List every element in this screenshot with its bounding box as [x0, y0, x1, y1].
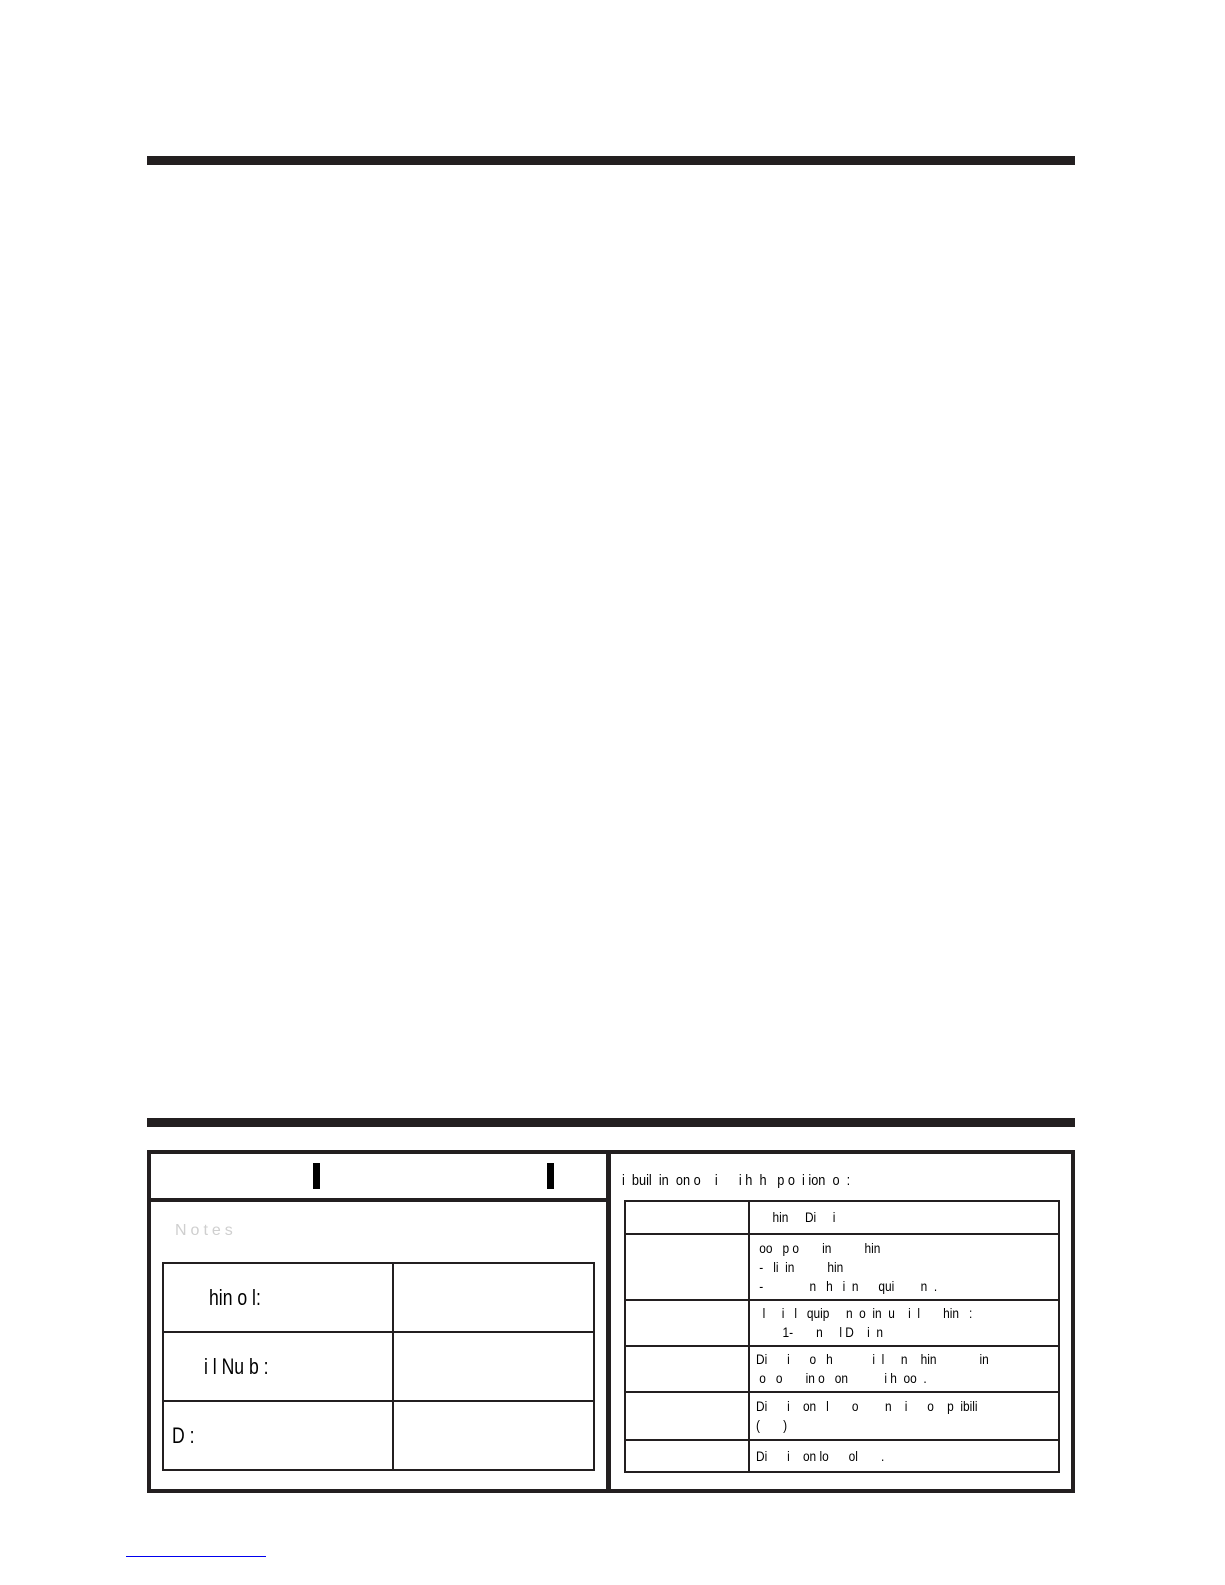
- row-line: ( ): [756, 1417, 788, 1433]
- row-line: oo p o in hin: [756, 1239, 881, 1256]
- row-key: [625, 1392, 749, 1440]
- footer-link-underline[interactable]: [126, 1556, 266, 1557]
- form-row: [163, 1332, 594, 1401]
- row-line: hin Di i: [756, 1209, 836, 1225]
- form-label: hin o l:: [209, 1284, 261, 1310]
- form-row: [163, 1401, 594, 1470]
- form-value-cell[interactable]: [393, 1332, 594, 1401]
- row-line: 1- n l D i n: [756, 1324, 883, 1340]
- form-label-cell: [163, 1332, 393, 1401]
- row-key: [625, 1201, 749, 1234]
- row-key: [625, 1300, 749, 1346]
- record-form-table: [162, 1262, 595, 1471]
- notes-label: Notes: [175, 1222, 237, 1239]
- row-line: Di i o h i l n hin in: [756, 1351, 989, 1367]
- header-mark-left: [313, 1163, 320, 1189]
- table-row: [625, 1201, 1059, 1234]
- row-line: o o in o on i h oo .: [756, 1370, 927, 1386]
- left-panel-header: [151, 1154, 606, 1202]
- row-value: [749, 1346, 1059, 1392]
- form-value-cell[interactable]: [393, 1401, 594, 1470]
- intro-text: i buil in on o i i h h p o i ion o :: [622, 1172, 851, 1189]
- form-label: i l Nu b :: [204, 1353, 269, 1379]
- form-value-cell[interactable]: [393, 1263, 594, 1332]
- table-row: [625, 1300, 1059, 1346]
- row-key: [625, 1234, 749, 1300]
- bottom-rule: [147, 1118, 1075, 1127]
- row-line: Di i on l o n i o p ibili: [756, 1398, 978, 1414]
- form-label-cell: [163, 1401, 393, 1470]
- header-mark-right: [547, 1163, 554, 1189]
- row-value: [749, 1234, 1059, 1300]
- row-line: l i l quip n o in u i l hin :: [756, 1305, 973, 1321]
- form-row: [163, 1263, 594, 1332]
- table-row: [625, 1346, 1059, 1392]
- row-line: - n h i n qui n .: [756, 1277, 938, 1294]
- table-row: [625, 1392, 1059, 1440]
- row-key: [625, 1346, 749, 1392]
- row-line: - li in hin: [756, 1258, 844, 1275]
- row-value: [749, 1392, 1059, 1440]
- table-row: [625, 1234, 1059, 1300]
- row-value: [749, 1201, 1059, 1234]
- table-row: [625, 1440, 1059, 1472]
- row-value: [749, 1440, 1059, 1472]
- panel-divider: [606, 1150, 611, 1493]
- top-rule: [147, 156, 1075, 165]
- form-label-cell: [163, 1263, 393, 1332]
- form-label: D :: [172, 1422, 195, 1448]
- row-value: [749, 1300, 1059, 1346]
- row-line: Di i on lo ol .: [756, 1447, 885, 1464]
- guide-table: [624, 1200, 1060, 1473]
- row-key: [625, 1440, 749, 1472]
